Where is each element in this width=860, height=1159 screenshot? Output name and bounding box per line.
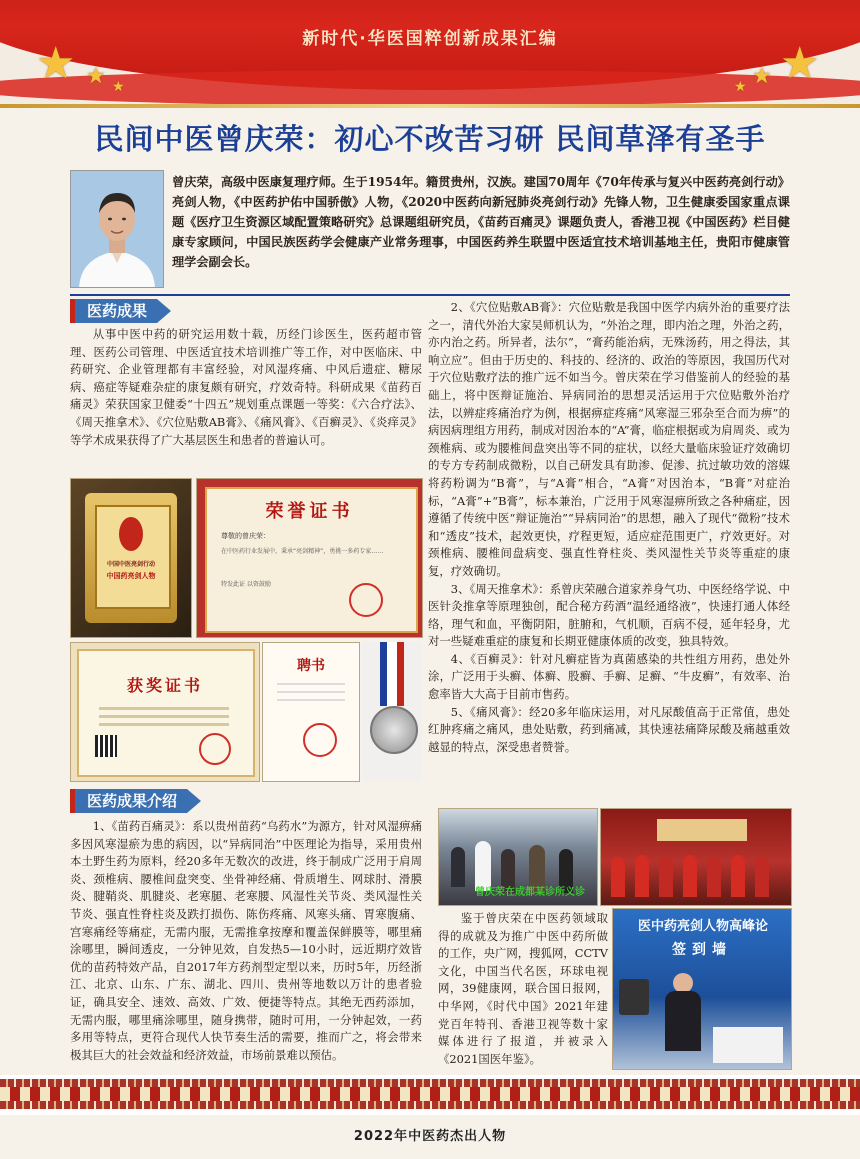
star-icon: ★ bbox=[36, 38, 76, 89]
trophy-line1: 中国中医亮剑行动 bbox=[106, 561, 155, 568]
header-red-wave-lower bbox=[0, 70, 860, 106]
item-acupoint-patch: 2、《穴位贴敷AB膏》：穴位贴敷是我国中医学内病外治的重要疗法之一，清代外治大家吴师机认为，“外治之理，即内治之理，外治之药，亦内治之药。所异者，法尔”，“膏药能治病，无殊汤药，用之得法，其响立应”。但由于历史的、科技的、经济的、政治的等原因，我国历代对于穴位贴敷疗法的推广远不如当今。曾庆荣在学习借鉴前人的经验的基础上，将中医辩证施治、异病同治的思想灵活运用于穴位贴敷外治疗法，以辨症疼痛治疗为例，根据痹症疼痛“风寒湿三邪杂至合而为痹”的病因病理组方用药，制成对因治本的“A”膏，临症根据或为肩周炎、或为颈椎病、或为腰椎间盘突出等不同的症状，以经大量临床验证疗效确切的专方专药制成微粉，以自己研发具有助渗、促渗、抗过敏功效的溶媒将药粉调为“B膏”，与“A膏”相合，“A膏”对因治本，“B膏”对症治标，“A膏”+“B膏”，标本兼治，广泛用于风寒湿痹所致之各种痛症，因遵循了传统中医“辩证施治”“异病同治”的思想，融入了现代“微粉”技术和“透皮”技术，起效更快，疗程更短，适应症范围更广，疗效更好。对颈椎病、腰椎间盘病变、强直性脊柱炎、类风湿性关节炎等重症的康复，疗效确切。 bbox=[428, 300, 790, 578]
clinic-photo-caption: 曾庆荣在成都某诊所义诊 bbox=[475, 887, 585, 898]
honor-footer: 特发此证 以资鼓励 bbox=[221, 581, 271, 588]
header-gold-line bbox=[0, 104, 860, 108]
qr-code-icon bbox=[95, 735, 117, 757]
item-gout-plaster: 5、《痛风膏》：经20多年临床运用，对凡尿酸值高于正常值，患处红肿疼痛之痛风，患处贴敷，药到痛减，其快速祛痛降尿酸及痛越重效越显的特点，深受患者赞誉。 bbox=[428, 704, 790, 754]
biography-text: 曾庆荣，高级中医康复理疗师。生于1954年。籍贯贵州，汉族。建国70周年《70年传承与复兴中医药亮剑行动》亮剑人物，《中医药护佑中国骄傲》人物，《2020中医药向新冠肺炎亮剑行动》先锋人物，卫生健康委国家重点课题《医疗卫生资源区域配置策略研究》总课题组研究员，《苗药百痛灵》课题负责人，香港卫视《中国医药》栏目健康专家顾问，中国民族医药学会健康产业常务理事，中国医药养生联盟中医适宜技术培训基地主任，贵阳市健康管理学会副会长。 bbox=[172, 175, 790, 269]
forum-banner-line1: 医中药亮剑人物高峰论 bbox=[637, 919, 768, 934]
red-seal-icon bbox=[303, 723, 337, 757]
medal-photo bbox=[362, 642, 422, 780]
honor-title: 荣誉证书 bbox=[265, 501, 354, 522]
star-icon: ★ bbox=[112, 79, 125, 95]
header-title: 新时代·华医国粹创新成果汇编 bbox=[302, 29, 558, 49]
bio-divider bbox=[70, 294, 790, 296]
group-photo bbox=[600, 808, 792, 906]
item-zhoutian-massage: 3、《周天推拿术》：系曾庆荣融合道家养身气功、中医经络学说、中医针灸推拿等原理独创，配合秘方药酒“温经通络液”，快速打通人体经络，理气和血，平衡阴阳，脏腑和，气机顺，百病不侵，延年轻身，尤对一些疑难重症的康复和长期亚健康体质的改变，独具特效。 bbox=[428, 581, 790, 649]
section-tag-achievements: 医药成果 bbox=[70, 299, 157, 323]
page-title: 民间中医曾庆荣：初心不改苦习研 民间草泽有圣手 bbox=[94, 122, 766, 156]
award-title: 获奖证书 bbox=[126, 676, 203, 695]
item-baixuanling: 4、《百癣灵》：针对凡癣症皆为真菌感染的共性组方用药，患处外涂，广泛用于头癣、体癣、股癣、手癣、足癣、“牛皮癣”，有效率、治愈率皆大大高于目前市售药。 bbox=[428, 651, 790, 702]
trophy-photo bbox=[70, 478, 192, 638]
appointment-title: 聘书 bbox=[297, 658, 325, 674]
intro-text: 1、《苗药百痛灵》：系以贵州苗药“乌药水”为源方，针对风湿痹痛多因风寒湿瘀为患的病因，以“异病同治”中医理论为指导，采用贵州本土野生药为原料，经20多年无数次的改进，终于制成广泛用于肩周炎、颈椎病、腰椎间盘突变、坐骨神经痛、骨质增生、网球肘、滑膜炎、腱鞘炎、肌腱炎、老寒腿、老寒腰、风湿性关节炎、类风湿性关节炎、强直性脊柱炎及跌打损伤、陈伤疼痛、风寒头痛、胃寒腹痛、宫寒痛经等痛症，无需内服，无需推拿按摩和覆盖保鲜膜等，哪里痛涂哪里，瞬间透皮，一分钟见效，自发热5—10小时，远近期疗效皆优的苗药特效产品，自2017年方药剂型定型以来，历时5年，历经浙江、北京、山东、广东、湖北、四川、贵州等地数以万计的患者验证，确具安全、速效、高效、广效、便捷等特点。其绝无西药添加，无需内服，哪里痛涂哪里，随身携带，随时可用，一分钟起效，一药多用等特点，更符合现代人快节奏生活的需要，推而广之，将会带来极其巨大的社会效益和经济效益，市场前景难以预估。 bbox=[70, 819, 422, 1062]
honor-greeting: 尊敬的曾庆荣： bbox=[221, 532, 270, 540]
star-icon: ★ bbox=[86, 64, 106, 89]
honor-body: 在中医药行业发展中，秉承“亮剑精神”，勇挑一多药专家…… bbox=[221, 548, 384, 555]
footer-pattern-inner bbox=[0, 1087, 860, 1101]
clinic-photo bbox=[438, 808, 598, 906]
star-icon: ★ bbox=[780, 38, 820, 89]
red-seal-icon bbox=[199, 733, 231, 765]
star-icon: ★ bbox=[752, 64, 772, 89]
section-tag-intro: 医药成果介绍 bbox=[70, 789, 187, 813]
star-icon: ★ bbox=[734, 79, 747, 95]
trophy-line2: 中国药亮剑人物 bbox=[106, 572, 156, 580]
footer-text: 2022年中医药杰出人物 bbox=[353, 1129, 507, 1144]
achievements-text: 从事中医中药的研究运用数十载，历经门诊医生，医药超市管理、医药公司管理、中医适宜技术培训推广等工作，对中医临床、中药研究、企业管理都有丰富经验，对风湿疼痛、中风后遗症、糖尿病、癌症等疑难杂症的康复颇有研究，疗效奇特。科研成果《苗药百痛灵》荣获国家卫健委“十四五”规划重点课题一等奖：《六合疗法》、《周天推拿术》、《穴位贴敷AB膏》、《痛风膏》、《百癣灵》、《炎痒灵》等学术成果获得了广大基层医生和患者的普遍认可。 bbox=[70, 327, 422, 447]
forum-banner-line2: 签到墙 bbox=[672, 942, 732, 958]
award-certificate bbox=[70, 642, 260, 782]
header-banner bbox=[0, 0, 860, 108]
red-seal-icon bbox=[349, 583, 383, 617]
forum-photo bbox=[612, 908, 792, 1070]
right-column-items bbox=[428, 299, 790, 756]
portrait-photo bbox=[70, 170, 164, 288]
appointment-letter bbox=[262, 642, 360, 782]
media-coverage-text: 鉴于曾庆荣在中医药领域取得的成就及为推广中医中药所做的工作，央广网，搜狐网，CCTV文化，中国当代名医，环球电视网，39健康网，联合国日报网，中华网，《时代中国》2021年建党百年特刊、香港卫视等数十家媒体进行了报道，并被录入《2021国医年鉴》。 bbox=[438, 911, 608, 1066]
honor-certificate bbox=[196, 478, 423, 638]
